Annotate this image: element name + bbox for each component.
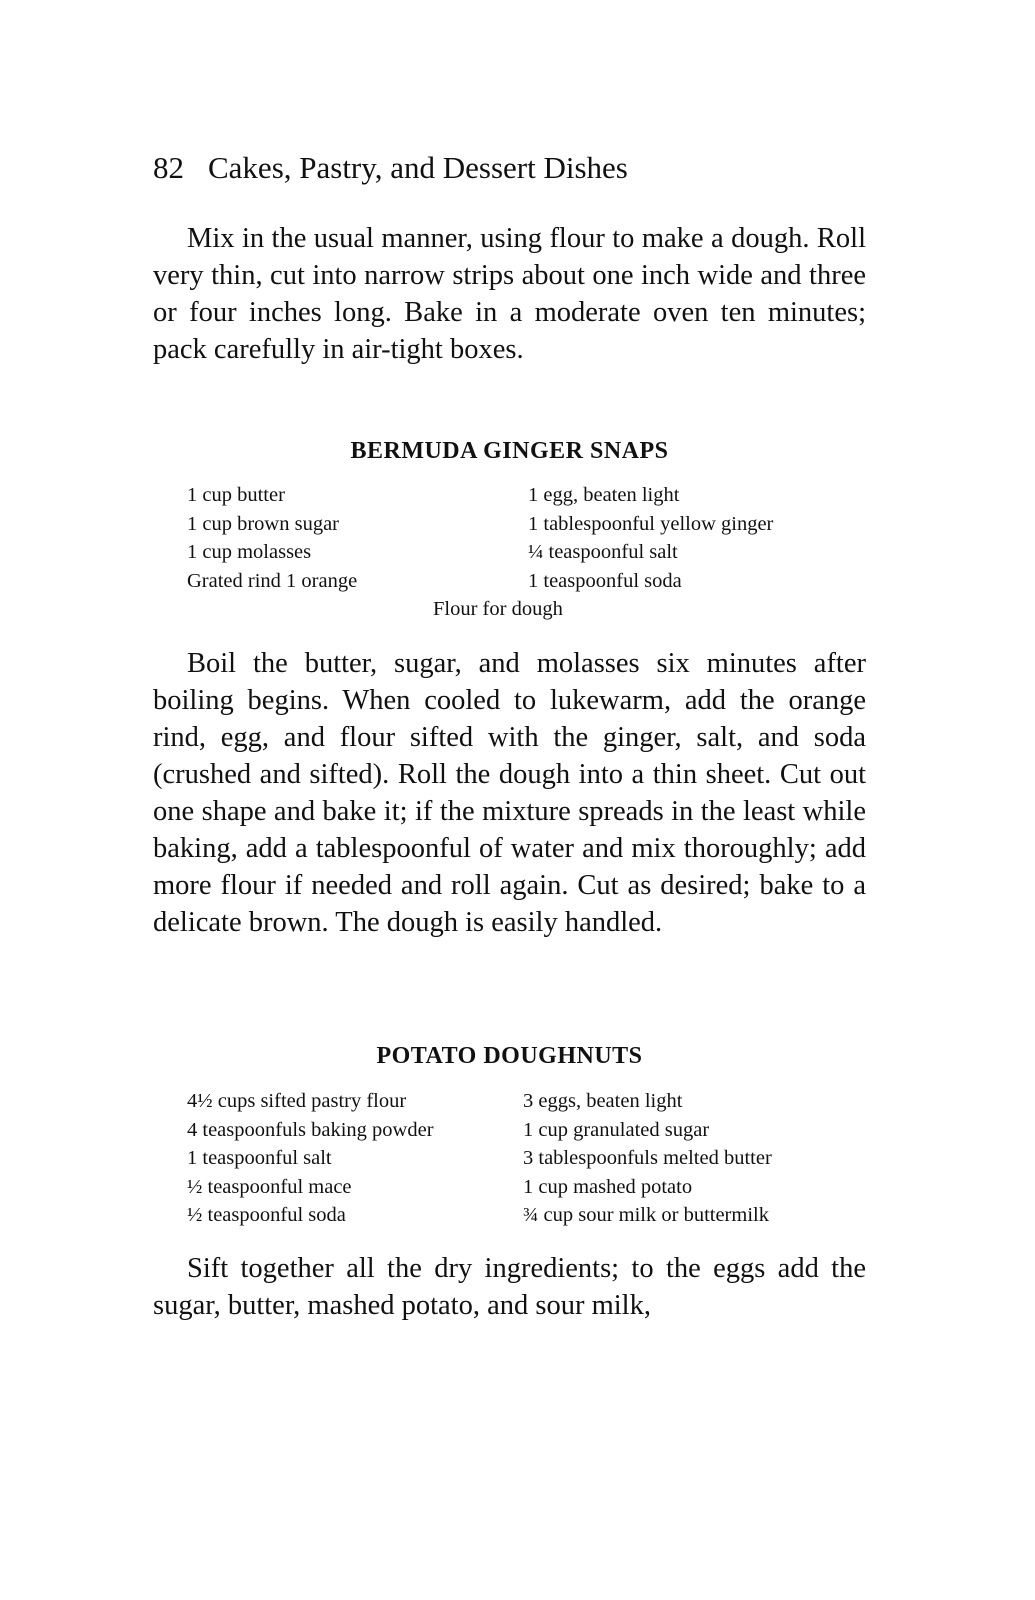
ingredient-list-bermuda-ginger-snaps: [187, 481, 867, 626]
ingredient-item: 3 eggs, beaten light: [523, 1090, 683, 1112]
ingredient-item: 1 teaspoonful soda: [528, 569, 682, 592]
ingredient-item: ½ teaspoonful soda: [187, 1204, 346, 1226]
ingredient-column-right: [528, 481, 773, 595]
ingredient-item: ¼ teaspoonful salt: [528, 541, 678, 563]
ingredient-item: 1 cup mashed potato: [523, 1175, 693, 1198]
ingredient-item-centered: Flour for dough: [433, 598, 563, 620]
ingredient-column-left: [187, 1087, 434, 1230]
page-number: 82: [153, 150, 184, 185]
ingredient-item: 1 egg, beaten light: [528, 484, 680, 506]
ingredient-item: 1 tablespoonful yellow ginger: [528, 512, 774, 535]
ingredient-item: Grated rind 1 orange: [187, 569, 358, 592]
ingredient-list-potato-doughnuts: [187, 1087, 867, 1232]
ingredient-item: 1 teaspoonful salt: [187, 1147, 332, 1169]
ingredient-column-left: [187, 481, 357, 595]
recipe-title-potato-doughnuts: POTATO DOUGHNUTS: [376, 1043, 643, 1069]
ingredient-column-right: [523, 1087, 772, 1230]
intro-paragraph: Mix in the usual manner, using flour to make a dough. Roll very thin, cut into narrow strips about one inch wide and three or four inches long. Bake in a moderate oven ten minutes; pack carefully in air-tight boxes.: [153, 223, 866, 365]
method-bermuda-ginger-snaps: Boil the butter, sugar, and molasses six minutes after boiling begins. When cooled to lukewarm, add the orange rind, egg, and flour sifted with the ginger, salt, and soda (crushed and sifted). Roll the dough into a thin sheet. Cut out one shape and bake it; if the mixture spreads in the least while baking, add a tablespoonful of water and mix thoroughly; add more flour if needed and roll again. Cut as desired; bake to a delicate brown. The dough is easily handled.: [153, 648, 866, 938]
ingredient-item: ½ teaspoonful mace: [187, 1175, 352, 1198]
ingredient-item: 3 tablespoonfuls melted butter: [523, 1147, 772, 1169]
recipe-title-bermuda-ginger-snaps: BERMUDA GINGER SNAPS: [350, 438, 669, 464]
ingredient-item: 1 cup butter: [187, 484, 285, 506]
ingredient-item: 4 teaspoonfuls baking powder: [187, 1118, 434, 1141]
ingredient-item: 4½ cups sifted pastry flour: [187, 1090, 407, 1112]
ingredient-item: 1 cup brown sugar: [187, 512, 340, 535]
ingredient-item: 1 cup granulated sugar: [523, 1118, 710, 1141]
ingredient-item: 1 cup molasses: [187, 541, 312, 563]
method-potato-doughnuts: Sift together all the dry ingredients; to the eggs add the sugar, butter, mashed potato, and sour milk,: [153, 1253, 866, 1321]
running-head: [153, 150, 873, 186]
ingredient-item: ¾ cup sour milk or buttermilk: [523, 1204, 769, 1226]
running-title: Cakes, Pastry, and Dessert Dishes: [208, 150, 628, 185]
